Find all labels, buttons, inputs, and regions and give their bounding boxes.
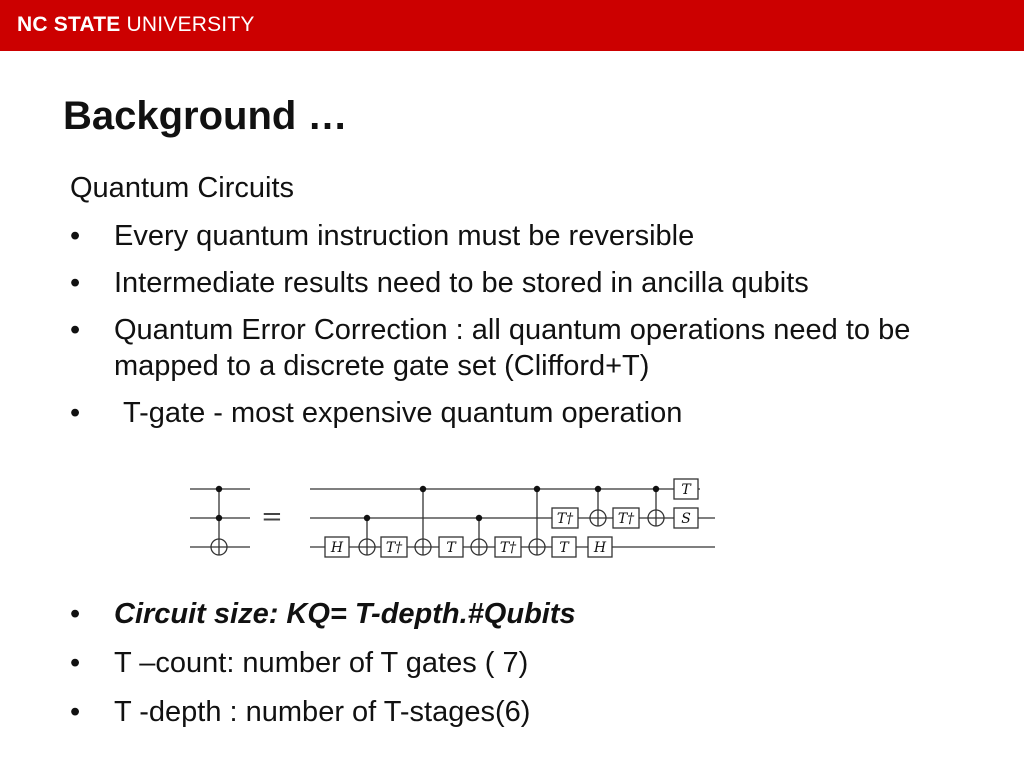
gate-label: H	[330, 540, 344, 556]
control-dot-icon	[364, 515, 370, 521]
control-dot-icon	[595, 486, 601, 492]
bullet-dot: •	[70, 397, 81, 429]
list-item	[70, 312, 914, 384]
toffoli-circuit-diagram	[185, 473, 725, 563]
intro-heading: Quantum Circuits	[70, 172, 295, 204]
bullet-dot: •	[70, 314, 81, 346]
bullet-dot: •	[70, 598, 81, 630]
list-item	[70, 694, 576, 730]
bullet-text: T-gate - most expensive quantum operation	[123, 397, 683, 429]
brand-regular: UNIVERSITY	[126, 13, 255, 36]
bullet-text: T -depth : number of T-stages(6)	[114, 696, 531, 728]
gate-label: T	[446, 540, 456, 556]
gate-label: T	[559, 540, 569, 556]
bullet-text: Quantum Error Correction : all quantum operations need to be mapped to a discrete gate set (Clifford+T)	[114, 314, 911, 382]
gate-label: T†	[385, 540, 403, 556]
list-item	[70, 596, 576, 632]
list-item	[70, 218, 970, 254]
gate-label: T	[681, 482, 691, 498]
bullet-text: Every quantum instruction must be reversible	[114, 220, 695, 252]
brand-bold: NC STATE	[17, 13, 121, 36]
bullet-text: Circuit size: KQ= T-depth.#Qubits	[114, 598, 576, 630]
gate-label: S	[681, 511, 691, 527]
gate-label: T†	[499, 540, 517, 556]
header-bar	[0, 0, 1024, 51]
gate-label: T†	[556, 511, 574, 527]
control-dot-icon	[653, 486, 659, 492]
equals-sign: =	[261, 502, 283, 532]
bullet-dot: •	[70, 220, 81, 252]
list-item	[70, 395, 970, 431]
university-logo	[17, 13, 255, 37]
control-dot-icon	[216, 486, 222, 492]
control-dot-icon	[534, 486, 540, 492]
list-item	[70, 265, 970, 301]
bullet-dot: •	[70, 267, 81, 299]
bullet-text: T –count: number of T gates ( 7)	[114, 647, 529, 679]
bullet-list	[70, 218, 970, 431]
control-dot-icon	[420, 486, 426, 492]
bullet-text: Intermediate results need to be stored in ancilla qubits	[114, 267, 809, 299]
slide-title: Background …	[63, 94, 348, 138]
control-dot-icon	[216, 515, 222, 521]
bullet-list-bottom	[70, 596, 576, 743]
control-dot-icon	[476, 515, 482, 521]
list-item	[70, 645, 576, 681]
slide-content	[70, 170, 970, 442]
gate-label: H	[593, 540, 607, 556]
bullet-dot: •	[70, 647, 81, 679]
gate-label: T†	[617, 511, 635, 527]
bullet-dot: •	[70, 696, 81, 728]
